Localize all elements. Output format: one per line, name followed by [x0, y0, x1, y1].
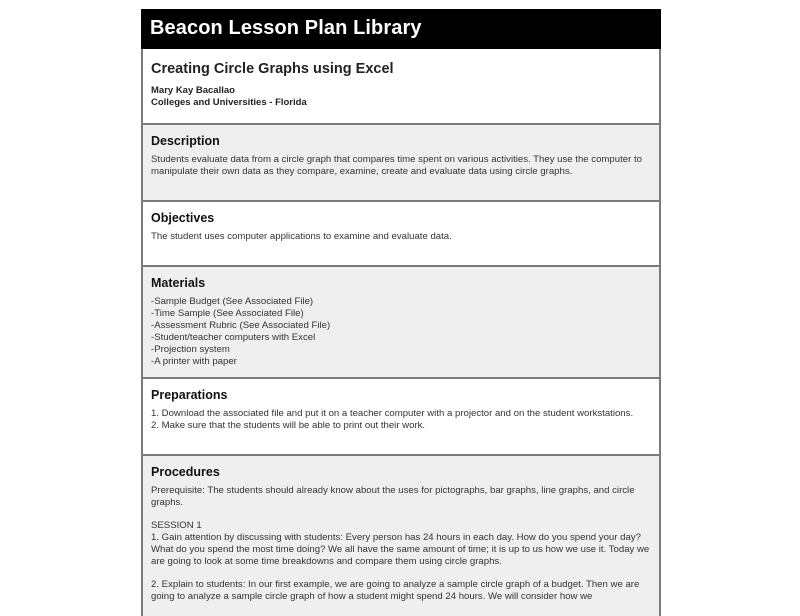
description-text: Students evaluate data from a circle graph that compares time spent on various activities. They use the computer to manipulate their own data as they compare, examine, create and evaluate data using circle graphs. [151, 154, 642, 177]
lesson-header [141, 49, 661, 125]
procedures-step-1: 1. Gain attention by discussing with students: Every person has 24 hours in each day. How do you spend your day? What do you spend the most time doing? We all have the same amount of time; it is up to us how we use it. Today we are going to look at some time breakdowns and compare them using circle graphs. [151, 532, 650, 567]
section-heading-description: Description [151, 134, 220, 148]
section-objectives [141, 202, 661, 267]
materials-item: -Time Sample (See Associated File) [151, 308, 304, 319]
preparations-item: 1. Download the associated file and put it on a teacher computer with a projector and on the student workstations. [151, 408, 634, 419]
section-heading-preparations: Preparations [151, 388, 228, 402]
section-heading-objectives: Objectives [151, 211, 215, 225]
section-heading-materials: Materials [151, 276, 206, 290]
materials-item: -Student/teacher computers with Excel [151, 332, 316, 343]
lesson-page [141, 9, 661, 616]
procedures-prerequisite: Prerequisite: The students should already know about the uses for pictographs, bar graphs, line graphs, and circle graphs. [151, 485, 635, 508]
lesson-author: Mary Kay Bacallao [151, 85, 235, 96]
section-heading-procedures: Procedures [151, 465, 220, 479]
materials-item: -Assessment Rubric (See Associated File) [151, 320, 331, 331]
materials-list [151, 296, 651, 368]
section-procedures [141, 456, 661, 616]
materials-item: -A printer with paper [151, 356, 237, 367]
lesson-title: Creating Circle Graphs using Excel [151, 61, 394, 77]
paragraph-gap [151, 509, 651, 520]
section-description [141, 125, 661, 202]
preparations-list [151, 408, 651, 432]
lesson-affiliation: Colleges and Universities - Florida [151, 97, 307, 108]
materials-item: -Sample Budget (See Associated File) [151, 296, 314, 307]
procedures-step-2: 2. Explain to students: In our first example, we are going to analyze a sample circle graph of a budget. Then we are going to analyze a sample circle graph of how a student might spend 24 hours. We will consider how we [151, 579, 640, 602]
procedures-session-label: SESSION 1 [151, 520, 202, 531]
section-preparations [141, 379, 661, 456]
site-title: Beacon Lesson Plan Library [150, 17, 422, 39]
section-materials [141, 267, 661, 379]
objectives-text: The student uses computer applications to examine and evaluate data. [151, 231, 452, 242]
materials-item: -Projection system [151, 344, 230, 355]
paragraph-gap [151, 568, 651, 579]
procedures-body [151, 485, 651, 603]
preparations-item: 2. Make sure that the students will be able to print out their work. [151, 420, 426, 431]
site-banner [141, 9, 661, 49]
